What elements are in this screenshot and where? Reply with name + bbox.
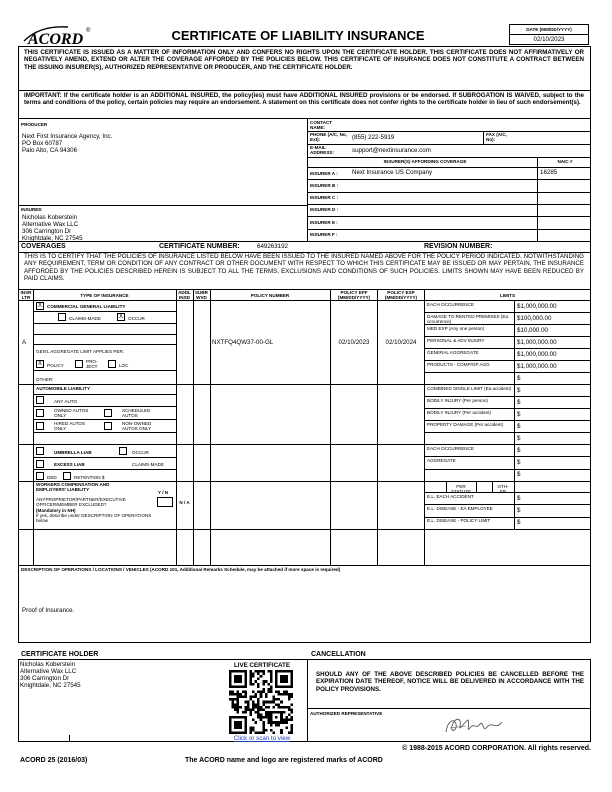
email-label: E-MAIL ADDRESS: — [310, 145, 334, 156]
description-label: DESCRIPTION OF OPERATIONS / LOCATIONS / VEHICLES (ACORD 101, Additional Remarks Schedule, may be attached if more space is required) — [21, 567, 341, 572]
excess-checkbox[interactable] — [36, 460, 44, 468]
svg-text:®: ® — [86, 28, 91, 34]
insured-name: Nicholas Koberstein — [22, 214, 78, 221]
holder-company: Alternative Wax LLC — [20, 668, 77, 675]
umbrella-occur-checkbox[interactable] — [119, 447, 127, 455]
insurer-letter-label: INSURER C : — [310, 195, 339, 201]
auto-non-owned-label: NON-OWNED AUTOS ONLY — [122, 421, 152, 432]
qr-code[interactable] — [229, 670, 293, 734]
producer-address-1: PO Box 60787 — [22, 140, 63, 147]
insured-address-2: Knightdale, NC 27545 — [22, 235, 83, 242]
gl-loc-checkbox[interactable] — [108, 360, 116, 368]
gl-expiration-date: 02/10/2024 — [385, 339, 417, 346]
ded-label: DED — [47, 475, 57, 480]
holder-name: Nicholas Koberstein — [20, 661, 76, 668]
certificate-number-value: 649263192 — [257, 243, 288, 250]
signature — [440, 712, 510, 740]
limit-label: E.L. EACH ACCIDENT — [427, 493, 474, 499]
revision-number-label: REVISION NUMBER: — [424, 243, 493, 250]
insured-address-1: 306 Carrington Dr — [22, 228, 72, 235]
limit-label: BODILY INJURY (Per accident) — [427, 409, 491, 415]
ded-checkbox[interactable] — [36, 472, 44, 480]
excess-claims-made-label: CLAIMS-MADE — [132, 462, 164, 467]
insurer-name: Next Insurance US Company — [352, 169, 433, 176]
auto-scheduled-label: SCHEDULED AUTOS — [122, 408, 151, 419]
copyright: © 1988-2015 ACORD CORPORATION. All rights reserved. — [402, 745, 591, 752]
gl-project-label: PRO- JECT — [86, 359, 98, 370]
gl-policy-number: NXTFQ4QW37-00-GL — [212, 339, 274, 346]
wc-other: OTH- ER — [497, 484, 509, 495]
col-addl: ADDL INSD — [178, 290, 191, 301]
form-number: ACORD 25 (2016/03) — [20, 757, 88, 764]
gl-aggregate-applies-label: GEN'L AGGREGATE LIMIT APPLIES PER: — [36, 349, 125, 354]
date-label: DATE (MM/DD/YYYY) — [526, 27, 572, 32]
phone-label: PHONE (A/C, No, Ext): — [310, 132, 348, 143]
limit-label: BODILY INJURY (Per person) — [427, 397, 488, 403]
limit-label: PROPERTY DAMAGE (Per accident) — [427, 421, 504, 427]
auto-owned-label: OWNED AUTOS ONLY — [54, 408, 89, 419]
limit-value: $ — [517, 519, 521, 527]
limit-value: $ — [517, 398, 521, 406]
producer-name: Next First Insurance Agency, Inc. — [22, 133, 113, 140]
limit-value: $1,000,000.00 — [517, 338, 557, 346]
col-insr-ltr: INSR LTR — [20, 290, 32, 301]
certificate-number-label: CERTIFICATE NUMBER: — [159, 243, 240, 250]
limit-value: $ — [517, 410, 521, 418]
auto-title: AUTOMOBILE LIABILITY — [36, 386, 91, 391]
auto-hired-checkbox[interactable] — [36, 422, 44, 430]
col-policy-number: POLICY NUMBER — [250, 293, 290, 298]
limit-value: $ — [517, 386, 521, 394]
gl-project-checkbox[interactable] — [75, 360, 83, 368]
holder-address-2: Knightdale, NC 27545 — [20, 682, 81, 689]
limit-label: GENERAL AGGREGATE — [427, 349, 479, 355]
insurer-naic: 16285 — [540, 169, 558, 176]
auto-any-auto-label: ANY AUTO — [54, 399, 78, 404]
gl-loc-label: LOC — [119, 363, 129, 368]
live-certificate-label: LIVE CERTIFICATE — [234, 662, 290, 669]
wc-na: N / A — [179, 500, 190, 505]
auto-any-auto-checkbox[interactable] — [36, 396, 44, 404]
gl-insurer-letter: A — [22, 339, 27, 346]
gl-policy-label: POLICY — [47, 363, 64, 368]
excess-label: EXCESS LIAB — [54, 462, 85, 467]
limit-label: PERSONAL & ADV INJURY — [427, 337, 485, 343]
limit-label: E.L. DISEASE - EA EMPLOYEE — [427, 505, 493, 511]
trademark-notice: The ACORD name and logo are registered marks of ACORD — [185, 757, 383, 764]
holder-address-1: 306 Carrington Dr — [20, 675, 70, 682]
insurer-letter-label: INSURER F : — [310, 232, 338, 237]
cancellation-label: CANCELLATION — [311, 651, 366, 658]
limit-label: COMBINED SINGLE LIMIT (Ea accident) — [427, 385, 512, 391]
gl-title: COMMERCIAL GENERAL LIABILITY — [47, 304, 126, 309]
limit-value: $1,000,000.00 — [517, 362, 557, 370]
fax-label: FAX (A/C, No): — [486, 132, 507, 143]
date-box — [509, 24, 589, 45]
wc-any-excluded-label: ANYPROPRIETOR/PARTNER/EXECUTIVE OFFICER/MEMBER EXCLUDED? — [36, 497, 126, 508]
description-text: Proof of Insurance. — [22, 607, 75, 614]
limit-value: $ — [517, 446, 521, 454]
limit-label: EACH OCCURRENCE — [427, 445, 474, 451]
col-subr: SUBR WVD — [194, 290, 209, 301]
retention-label: RETENTION $ — [74, 475, 105, 480]
cancellation-text: SHOULD ANY OF THE ABOVE DESCRIBED POLICIES BE CANCELLED BEFORE THE EXPIRATION DATE THEREOF, NOTICE WILL BE DELIVERED IN ACCORDANCE WITH THE POLICY PROVISIONS. — [316, 671, 584, 693]
insured-label: INSURED — [21, 207, 42, 212]
limit-label: E.L. DISEASE - POLICY LIMIT — [427, 518, 491, 524]
authorized-rep-label: AUTHORIZED REPRESENTATIVE — [310, 711, 383, 716]
limit-value: $ — [517, 374, 521, 382]
limit-value: $10,000.00 — [517, 326, 548, 334]
umbrella-checkbox[interactable] — [36, 447, 44, 455]
contact-name-label: CONTACT NAME: — [310, 120, 333, 131]
insurer-letter-label: INSURER B : — [310, 182, 339, 188]
phone-value: (855) 222-5919 — [352, 134, 395, 141]
limit-value: $1,000,000.00 — [517, 350, 557, 358]
date-value: 02/10/2023 — [533, 36, 565, 43]
gl-occur-checkbox[interactable]: X — [118, 314, 123, 320]
gl-policy-checkbox[interactable]: X — [37, 361, 42, 367]
insurer-letter-label: INSURER E : — [310, 219, 338, 225]
gl-claims-made-label: CLAIMS-MADE — [69, 316, 101, 321]
limit-value: $ — [517, 494, 521, 502]
gl-other-label: OTHER: — [36, 377, 54, 382]
limit-value: $100,000.00 — [517, 314, 552, 322]
umbrella-label: UMBRELLA LIAB — [54, 450, 92, 455]
limit-label: DAMAGE TO RENTED PREMISES (Ea occurrence) — [427, 313, 509, 324]
notice-important: IMPORTANT: If the certificate holder is an ADDITIONAL INSURED, the policy(ies) must have ADDITIONAL INSURED provisions or be endorsed. If SUBROGATION IS WAIVED, subject to the terms and conditions of the policy, certain policies may require an endorsement. A statement on this certificate does not confer rights to the certificate holder in lieu of such endorsement(s). — [24, 92, 584, 107]
gl-effective-date: 02/10/2023 — [338, 339, 370, 346]
limit-label: EACH OCCURRENCE — [427, 301, 474, 307]
wc-title: WORKERS COMPENSATION AND EMPLOYERS' LIABILITY — [36, 482, 110, 493]
producer-label: PRODUCER — [21, 122, 48, 127]
logo-text: ACORD — [28, 31, 84, 47]
limit-value: $ — [517, 458, 521, 466]
producer-address-2: Palo Alto, CA 94306 — [22, 147, 78, 154]
col-limits: LIMITS — [499, 293, 516, 298]
auto-scheduled-checkbox[interactable] — [104, 409, 112, 417]
wc-yn-label: Y / N — [158, 490, 169, 495]
limit-label: PRODUCTS - COMP/OP AGG — [427, 361, 490, 367]
limit-value: $1,000,000.00 — [517, 302, 557, 310]
scan-link[interactable]: Click or scan to view — [233, 735, 291, 742]
limit-label: MED EXP (Any one person) — [427, 325, 485, 331]
limit-value: $ — [517, 471, 521, 479]
auto-non-owned-checkbox[interactable] — [104, 422, 112, 430]
certificate-holder-label: CERTIFICATE HOLDER — [21, 651, 99, 658]
col-type: TYPE OF INSURANCE — [80, 293, 129, 298]
col-exp: POLICY EXP (MM/DD/YYYY) — [384, 290, 418, 301]
gl-checkbox[interactable]: X — [37, 303, 42, 309]
wc-describe-label: If yes, describe under DESCRIPTION OF OPERATIONS below — [36, 513, 152, 524]
form-title: CERTIFICATE OF LIABILITY INSURANCE — [171, 28, 425, 43]
insurer-letter-label: INSURER A : — [310, 170, 338, 176]
wc-per-statute: PER STATUTE — [450, 484, 472, 495]
insurer-letter-label: INSURER D : — [310, 207, 339, 213]
retention-checkbox[interactable] — [63, 472, 71, 480]
insured-company: Alternative Wax LLC — [22, 221, 79, 228]
umbrella-occur-label: OCCUR — [132, 450, 149, 455]
gl-occur-label: OCCUR — [128, 316, 145, 321]
limit-label: AGGREGATE — [427, 457, 456, 463]
col-eff: POLICY EFF (MM/DD/YYYY) — [337, 290, 371, 301]
limit-value: $ — [517, 422, 521, 430]
auto-owned-checkbox[interactable] — [36, 409, 44, 417]
acord-logo — [22, 23, 92, 47]
naic-header: NAIC # — [557, 159, 573, 164]
notice-information: THIS CERTIFICATE IS ISSUED AS A MATTER OF INFORMATION ONLY AND CONFERS NO RIGHTS UPON THE CERTIFICATE HOLDER. THIS CERTIFICATE DOES NOT AFFIRMATIVELY OR NEGATIVELY AMEND, EXTEND OR ALTER THE COVERAGE AFFORDED BY THE POLICIES BELOW. THIS CERTIFICATE OF INSURANCE DOES NOT CONSTITUTE A CONTRACT BETWEEN THE ISSUING INSURER(S), AUTHORIZED REPRESENTATIVE OR PRODUCER, AND THE CERTIFICATE HOLDER. — [24, 49, 584, 71]
coverages-label: COVERAGES — [21, 243, 66, 250]
coverages-statement: THIS IS TO CERTIFY THAT THE POLICIES OF INSURANCE LISTED BELOW HAVE BEEN ISSUED TO THE INSURED NAMED ABOVE FOR THE POLICY PERIOD INDICATED. NOTWITHSTANDING ANY REQUIREMENT, TERM OR CONDITION OF ANY CONTRACT OR OTHER DOCUMENT WITH RESPECT TO WHICH THIS CERTIFICATE MAY BE ISSUED OR MAY PERTAIN, THE INSURANCE AFFORDED BY THE POLICIES DESCRIBED HEREIN IS SUBJECT TO ALL THE TERMS, EXCLUSIONS AND CONDITIONS OF SUCH POLICIES. LIMITS SHOWN MAY HAVE BEEN REDUCED BY PAID CLAIMS. — [24, 253, 584, 283]
limit-value: $ — [517, 506, 521, 514]
auto-hired-label: HIRED AUTOS ONLY — [54, 421, 86, 432]
gl-claims-made-checkbox[interactable] — [58, 313, 66, 321]
wc-yn-box[interactable] — [157, 497, 173, 507]
limit-value: $ — [517, 434, 521, 442]
insurers-header: INSURER(S) AFFORDING COVERAGE — [383, 159, 467, 164]
wc-mandatory-label: (Mandatory in NH) — [36, 508, 76, 513]
email-value: support@nextinsurance.com — [352, 147, 431, 154]
